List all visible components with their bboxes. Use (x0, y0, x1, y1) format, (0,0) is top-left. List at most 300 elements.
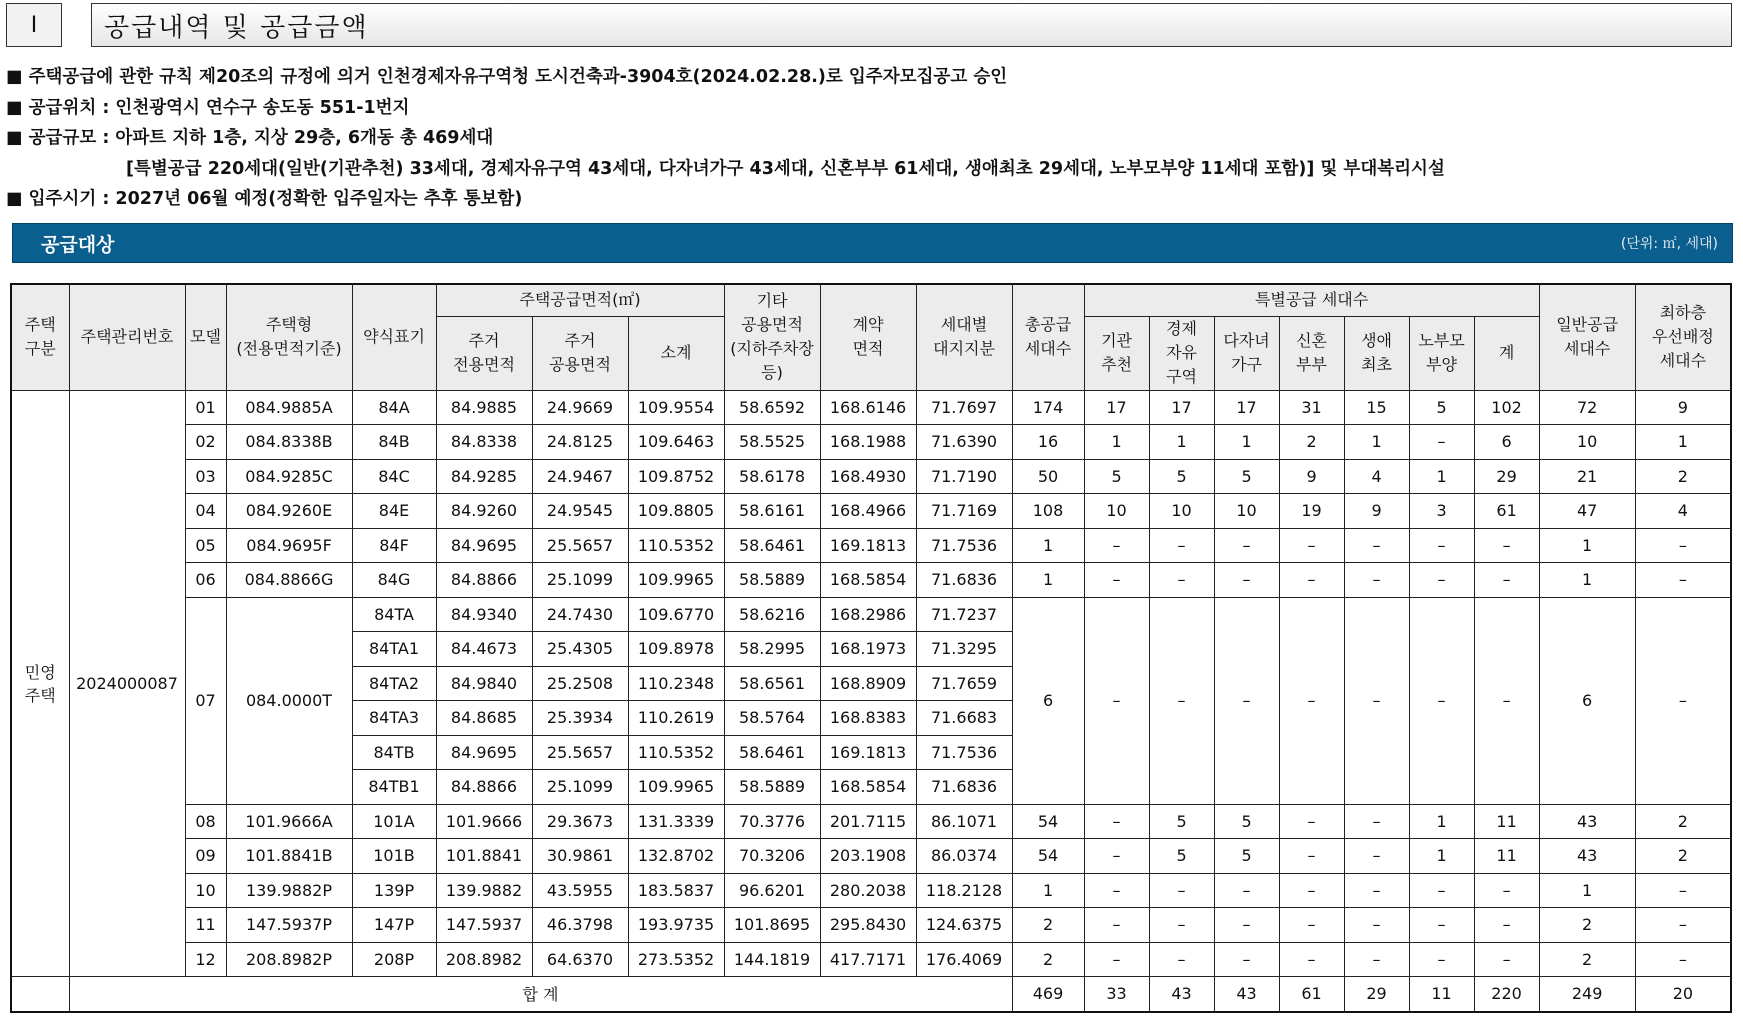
contract-area-cell: 168.4930 (820, 459, 916, 494)
general-supply-cell: 10 (1539, 425, 1635, 460)
special-supply-cell: – (1149, 563, 1214, 598)
band-unit: (단위: ㎡, 세대) (1620, 236, 1718, 252)
section-number: Ⅰ (6, 3, 62, 47)
header-general-supply: 일반공급 세대수 (1539, 284, 1635, 390)
special-supply-cell: – (1084, 804, 1149, 839)
exclusive-area-cell: 139.9882 (436, 873, 532, 908)
special-supply-cell: – (1279, 873, 1344, 908)
other-common-cell: 96.6201 (724, 873, 820, 908)
land-share-cell: 71.7697 (916, 390, 1012, 425)
special-supply-cell: – (1409, 597, 1474, 804)
abbr-cell: 84A (352, 390, 436, 425)
special-supply-cell: – (1279, 597, 1344, 804)
land-share-cell: 71.7237 (916, 597, 1012, 632)
housing-category: 민영 주택 (11, 390, 69, 977)
contract-area-cell: 417.7171 (820, 942, 916, 977)
special-supply-cell: 5 (1149, 459, 1214, 494)
special-supply-cell: 17 (1149, 390, 1214, 425)
header-exclusive-area: 주거 전용면적 (436, 316, 532, 390)
header-contract-area: 계약 면적 (820, 284, 916, 390)
header-special-newly: 신혼 부부 (1279, 316, 1344, 390)
abbr-cell: 208P (352, 942, 436, 977)
other-common-cell: 58.6461 (724, 735, 820, 770)
contract-area-cell: 203.1908 (820, 839, 916, 874)
land-share-cell: 71.6836 (916, 770, 1012, 805)
special-supply-cell: 17 (1214, 390, 1279, 425)
special-supply-cell: 10 (1084, 494, 1149, 529)
other-common-cell: 70.3206 (724, 839, 820, 874)
subtotal-cell: 110.2619 (628, 701, 724, 736)
other-common-cell: 58.5525 (724, 425, 820, 460)
header-area-group: 주택공급면적(㎡) (436, 284, 724, 316)
special-supply-cell: 1 (1409, 839, 1474, 874)
general-supply-cell: 1 (1539, 528, 1635, 563)
contract-area-cell: 295.8430 (820, 908, 916, 943)
model-cell: 01 (185, 390, 226, 425)
model-cell: 06 (185, 563, 226, 598)
note-special-supply: [특별공급 220세대(일반(기관추천) 33세대, 경제자유구역 43세대, 다자녀가구 43세대, 신혼부부 61세대, 생애최초 29세대, 노부모부양 11세대 포함)] 및 부대복리시설 (126, 158, 1445, 179)
land-share-cell: 71.7536 (916, 735, 1012, 770)
subtotal-cell: 109.6770 (628, 597, 724, 632)
special-supply-cell: – (1344, 908, 1409, 943)
total-supply-cell: 1 (1012, 563, 1084, 598)
land-share-cell: 176.4069 (916, 942, 1012, 977)
contract-area-cell: 168.2986 (820, 597, 916, 632)
land-share-cell: 71.6836 (916, 563, 1012, 598)
special-supply-cell: 5 (1214, 804, 1279, 839)
land-share-cell: 71.7190 (916, 459, 1012, 494)
header-common-area: 주거 공용면적 (532, 316, 628, 390)
total-supply-cell: 1 (1012, 528, 1084, 563)
abbr-cell: 101A (352, 804, 436, 839)
note-location: ■ 공급위치 : 인천광역시 연수구 송도동 551-1번지 (6, 97, 410, 118)
land-share-cell: 124.6375 (916, 908, 1012, 943)
header-housing-type: 주택형 (전용면적기준) (226, 284, 352, 390)
subtotal-cell: 109.8805 (628, 494, 724, 529)
abbr-cell: 84TB (352, 735, 436, 770)
special-supply-cell: 1 (1344, 425, 1409, 460)
abbr-cell: 84G (352, 563, 436, 598)
common-area-cell: 24.7430 (532, 597, 628, 632)
mgmt-number: 2024000087 (69, 390, 185, 977)
special-supply-cell: – (1344, 804, 1409, 839)
header-type: 주택 구분 (11, 284, 69, 390)
lowest-floor-cell: 9 (1635, 390, 1731, 425)
contract-area-cell: 201.7115 (820, 804, 916, 839)
common-area-cell: 64.6370 (532, 942, 628, 977)
special-supply-cell: 9 (1279, 459, 1344, 494)
other-common-cell: 58.5889 (724, 563, 820, 598)
common-area-cell: 25.2508 (532, 666, 628, 701)
lowest-floor-cell: – (1635, 528, 1731, 563)
abbr-cell: 84TA2 (352, 666, 436, 701)
common-area-cell: 43.5955 (532, 873, 628, 908)
table-row (11, 425, 1731, 460)
land-share-cell: 86.0374 (916, 839, 1012, 874)
special-supply-cell: 19 (1279, 494, 1344, 529)
other-common-cell: 58.6161 (724, 494, 820, 529)
abbr-cell: 101B (352, 839, 436, 874)
table-row (11, 528, 1731, 563)
exclusive-area-cell: 84.8338 (436, 425, 532, 460)
model-cell: 11 (185, 908, 226, 943)
other-common-cell: 144.1819 (724, 942, 820, 977)
header-special-multi: 다자녀 가구 (1214, 316, 1279, 390)
abbr-cell: 84B (352, 425, 436, 460)
lowest-floor-cell: 2 (1635, 459, 1731, 494)
special-supply-sum: 43 (1214, 977, 1279, 1012)
special-supply-cell: – (1344, 528, 1409, 563)
other-common-cell: 70.3776 (724, 804, 820, 839)
housing-type-cell: 084.0000T (226, 597, 352, 804)
special-supply-cell: – (1409, 942, 1474, 977)
special-supply-cell: – (1279, 563, 1344, 598)
model-cell: 09 (185, 839, 226, 874)
general-supply-cell: 2 (1539, 942, 1635, 977)
special-supply-cell: – (1084, 563, 1149, 598)
note-approval: ■ 주택공급에 관한 규칙 제20조의 규정에 의거 인천경제자유구역청 도시건축과-3904호(2024.02.28.)로 입주자모집공고 승인 (6, 67, 1008, 87)
contract-area-cell: 168.4966 (820, 494, 916, 529)
model-cell: 07 (185, 597, 226, 804)
lowest-floor-cell: 4 (1635, 494, 1731, 529)
supply-target-band (12, 223, 1733, 263)
contract-area-cell: 169.1813 (820, 528, 916, 563)
general-supply-sum: 249 (1539, 977, 1635, 1012)
exclusive-area-cell: 84.9885 (436, 390, 532, 425)
housing-type-cell: 084.8866G (226, 563, 352, 598)
general-supply-cell: 72 (1539, 390, 1635, 425)
common-area-cell: 24.9669 (532, 390, 628, 425)
total-supply-sum: 469 (1012, 977, 1084, 1012)
land-share-cell: 71.7659 (916, 666, 1012, 701)
total-supply-cell: 54 (1012, 839, 1084, 874)
table-row (11, 390, 1731, 425)
common-area-cell: 24.8125 (532, 425, 628, 460)
abbr-cell: 84TA1 (352, 632, 436, 667)
exclusive-area-cell: 208.8982 (436, 942, 532, 977)
special-supply-cell: – (1344, 597, 1409, 804)
total-supply-cell: 6 (1012, 597, 1084, 804)
special-supply-cell: 11 (1474, 804, 1539, 839)
special-supply-cell: – (1214, 873, 1279, 908)
lowest-floor-sum: 20 (1635, 977, 1731, 1012)
special-supply-cell: 1 (1409, 459, 1474, 494)
common-area-cell: 46.3798 (532, 908, 628, 943)
total-supply-cell: 1 (1012, 873, 1084, 908)
special-supply-cell: – (1474, 908, 1539, 943)
housing-type-cell: 084.9260E (226, 494, 352, 529)
subtotal-cell: 109.8752 (628, 459, 724, 494)
special-supply-cell: – (1409, 563, 1474, 598)
common-area-cell: 25.1099 (532, 563, 628, 598)
special-supply-cell: 9 (1344, 494, 1409, 529)
housing-type-cell: 084.9885A (226, 390, 352, 425)
special-supply-cell: 4 (1344, 459, 1409, 494)
special-supply-cell: – (1474, 563, 1539, 598)
common-area-cell: 25.5657 (532, 735, 628, 770)
header-special-econ: 경제 자유 구역 (1149, 316, 1214, 390)
contract-area-cell: 168.8383 (820, 701, 916, 736)
header-other-common: 기타 공용면적 (지하주차장 등) (724, 284, 820, 390)
common-area-cell: 25.3934 (532, 701, 628, 736)
exclusive-area-cell: 101.9666 (436, 804, 532, 839)
special-supply-sum: 33 (1084, 977, 1149, 1012)
subtotal-cell: 131.3339 (628, 804, 724, 839)
exclusive-area-cell: 84.4673 (436, 632, 532, 667)
special-supply-cell: 1 (1409, 804, 1474, 839)
special-supply-cell: – (1474, 528, 1539, 563)
special-supply-cell: 1 (1084, 425, 1149, 460)
general-supply-cell: 43 (1539, 804, 1635, 839)
other-common-cell: 101.8695 (724, 908, 820, 943)
total-supply-cell: 174 (1012, 390, 1084, 425)
special-supply-cell: – (1214, 908, 1279, 943)
exclusive-area-cell: 147.5937 (436, 908, 532, 943)
table-row (11, 908, 1731, 943)
special-supply-cell: 15 (1344, 390, 1409, 425)
housing-type-cell: 208.8982P (226, 942, 352, 977)
header-special-inst: 기관 추천 (1084, 316, 1149, 390)
subtotal-cell: 183.5837 (628, 873, 724, 908)
special-supply-cell: – (1214, 597, 1279, 804)
abbr-cell: 139P (352, 873, 436, 908)
header-mgmt-number: 주택관리번호 (69, 284, 185, 390)
general-supply-cell: 47 (1539, 494, 1635, 529)
total-row (11, 977, 1731, 1012)
other-common-cell: 58.6592 (724, 390, 820, 425)
special-supply-cell: 6 (1474, 425, 1539, 460)
note-scale: ■ 공급규모 : 아파트 지하 1층, 지상 29층, 6개동 총 469세대 (6, 128, 494, 149)
exclusive-area-cell: 101.8841 (436, 839, 532, 874)
other-common-cell: 58.6216 (724, 597, 820, 632)
general-supply-cell: 1 (1539, 563, 1635, 598)
abbr-cell: 147P (352, 908, 436, 943)
special-supply-cell: – (1149, 873, 1214, 908)
other-common-cell: 58.6461 (724, 528, 820, 563)
table-row (11, 804, 1731, 839)
other-common-cell: 58.2995 (724, 632, 820, 667)
header-special-first: 생애 최초 (1344, 316, 1409, 390)
general-supply-cell: 43 (1539, 839, 1635, 874)
contract-area-cell: 168.5854 (820, 563, 916, 598)
model-cell: 04 (185, 494, 226, 529)
general-supply-cell: 21 (1539, 459, 1635, 494)
special-supply-cell: – (1344, 839, 1409, 874)
special-supply-cell: 5 (1214, 839, 1279, 874)
header-land-share: 세대별 대지지분 (916, 284, 1012, 390)
special-supply-sum: 43 (1149, 977, 1214, 1012)
subtotal-cell: 110.5352 (628, 528, 724, 563)
special-supply-sum: 11 (1409, 977, 1474, 1012)
special-supply-cell: 1 (1149, 425, 1214, 460)
lowest-floor-cell: 1 (1635, 425, 1731, 460)
special-supply-sum: 61 (1279, 977, 1344, 1012)
subtotal-cell: 132.8702 (628, 839, 724, 874)
special-supply-cell: – (1344, 873, 1409, 908)
special-supply-sum: 29 (1344, 977, 1409, 1012)
common-area-cell: 30.9861 (532, 839, 628, 874)
special-supply-cell: 5 (1149, 804, 1214, 839)
special-supply-cell: – (1279, 942, 1344, 977)
land-share-cell: 71.6683 (916, 701, 1012, 736)
general-supply-cell: 6 (1539, 597, 1635, 804)
special-supply-cell: 10 (1214, 494, 1279, 529)
special-supply-cell: 29 (1474, 459, 1539, 494)
special-supply-cell: 5 (1214, 459, 1279, 494)
total-supply-cell: 50 (1012, 459, 1084, 494)
section-title: 공급내역 및 공급금액 (91, 3, 1732, 47)
land-share-cell: 71.7169 (916, 494, 1012, 529)
other-common-cell: 58.6561 (724, 666, 820, 701)
subtotal-cell: 110.5352 (628, 735, 724, 770)
special-supply-cell: 31 (1279, 390, 1344, 425)
special-supply-cell: 61 (1474, 494, 1539, 529)
header-special-group: 특별공급 세대수 (1084, 284, 1539, 316)
supply-table (10, 283, 1732, 1013)
subtotal-cell: 273.5352 (628, 942, 724, 977)
exclusive-area-cell: 84.8685 (436, 701, 532, 736)
special-supply-cell: – (1084, 528, 1149, 563)
lowest-floor-cell: – (1635, 942, 1731, 977)
special-supply-cell: – (1084, 839, 1149, 874)
special-supply-cell: – (1409, 528, 1474, 563)
contract-area-cell: 168.5854 (820, 770, 916, 805)
other-common-cell: 58.6178 (724, 459, 820, 494)
special-supply-cell: – (1474, 873, 1539, 908)
special-supply-cell: – (1084, 597, 1149, 804)
header-special-elder: 노부모 부양 (1409, 316, 1474, 390)
housing-type-cell: 147.5937P (226, 908, 352, 943)
lowest-floor-cell: 2 (1635, 839, 1731, 874)
housing-type-cell: 101.9666A (226, 804, 352, 839)
special-supply-cell: – (1409, 425, 1474, 460)
general-supply-cell: 1 (1539, 873, 1635, 908)
special-supply-cell: 10 (1149, 494, 1214, 529)
abbr-cell: 84TA3 (352, 701, 436, 736)
total-supply-cell: 54 (1012, 804, 1084, 839)
contract-area-cell: 168.1973 (820, 632, 916, 667)
header-subtotal: 소계 (628, 316, 724, 390)
land-share-cell: 71.7536 (916, 528, 1012, 563)
total-supply-cell: 108 (1012, 494, 1084, 529)
special-supply-cell: 1 (1214, 425, 1279, 460)
header-abbr: 약식표기 (352, 284, 436, 390)
special-supply-cell: – (1279, 839, 1344, 874)
land-share-cell: 118.2128 (916, 873, 1012, 908)
general-supply-cell: 2 (1539, 908, 1635, 943)
exclusive-area-cell: 84.9340 (436, 597, 532, 632)
special-supply-cell: – (1149, 942, 1214, 977)
lowest-floor-cell: – (1635, 597, 1731, 804)
model-cell: 03 (185, 459, 226, 494)
special-supply-cell: – (1084, 908, 1149, 943)
total-label: 합 계 (69, 977, 1012, 1012)
header-total-supply: 총공급 세대수 (1012, 284, 1084, 390)
table-row (11, 839, 1731, 874)
special-supply-cell: 2 (1279, 425, 1344, 460)
model-cell: 12 (185, 942, 226, 977)
special-supply-cell: – (1279, 908, 1344, 943)
special-supply-cell: 5 (1149, 839, 1214, 874)
contract-area-cell: 280.2038 (820, 873, 916, 908)
abbr-cell: 84TB1 (352, 770, 436, 805)
housing-type-cell: 084.8338B (226, 425, 352, 460)
common-area-cell: 24.9545 (532, 494, 628, 529)
common-area-cell: 25.4305 (532, 632, 628, 667)
land-share-cell: 71.3295 (916, 632, 1012, 667)
exclusive-area-cell: 84.8866 (436, 770, 532, 805)
special-supply-cell: – (1279, 528, 1344, 563)
common-area-cell: 24.9467 (532, 459, 628, 494)
subtotal-cell: 109.9965 (628, 770, 724, 805)
subtotal-cell: 109.8978 (628, 632, 724, 667)
housing-type-cell: 101.8841B (226, 839, 352, 874)
exclusive-area-cell: 84.9285 (436, 459, 532, 494)
abbr-cell: 84C (352, 459, 436, 494)
subtotal-cell: 109.6463 (628, 425, 724, 460)
abbr-cell: 84TA (352, 597, 436, 632)
exclusive-area-cell: 84.9695 (436, 528, 532, 563)
special-supply-cell: – (1149, 597, 1214, 804)
model-cell: 05 (185, 528, 226, 563)
band-title: 공급대상 (41, 233, 115, 256)
land-share-cell: 86.1071 (916, 804, 1012, 839)
subtotal-cell: 193.9735 (628, 908, 724, 943)
special-supply-cell: – (1279, 804, 1344, 839)
table-row (11, 563, 1731, 598)
lowest-floor-cell: – (1635, 563, 1731, 598)
model-cell: 02 (185, 425, 226, 460)
exclusive-area-cell: 84.9260 (436, 494, 532, 529)
notes (6, 62, 1445, 215)
special-supply-cell: – (1474, 942, 1539, 977)
lowest-floor-cell: – (1635, 908, 1731, 943)
model-cell: 08 (185, 804, 226, 839)
special-supply-cell: – (1474, 597, 1539, 804)
header-special-sum: 계 (1474, 316, 1539, 390)
other-common-cell: 58.5764 (724, 701, 820, 736)
special-supply-cell: – (1214, 528, 1279, 563)
total-supply-cell: 16 (1012, 425, 1084, 460)
model-cell: 10 (185, 873, 226, 908)
common-area-cell: 29.3673 (532, 804, 628, 839)
special-supply-cell: – (1149, 528, 1214, 563)
total-row-blank (11, 977, 69, 1012)
special-supply-cell: – (1214, 942, 1279, 977)
contract-area-cell: 168.1988 (820, 425, 916, 460)
total-supply-cell: 2 (1012, 942, 1084, 977)
lowest-floor-cell: – (1635, 873, 1731, 908)
special-supply-cell: – (1344, 563, 1409, 598)
special-supply-cell: 5 (1084, 459, 1149, 494)
special-supply-cell: 17 (1084, 390, 1149, 425)
special-supply-cell: 5 (1409, 390, 1474, 425)
special-supply-sum: 220 (1474, 977, 1539, 1012)
total-supply-cell: 2 (1012, 908, 1084, 943)
special-supply-cell: 102 (1474, 390, 1539, 425)
exclusive-area-cell: 84.9840 (436, 666, 532, 701)
housing-type-cell: 084.9285C (226, 459, 352, 494)
table-row (11, 942, 1731, 977)
abbr-cell: 84E (352, 494, 436, 529)
contract-area-cell: 169.1813 (820, 735, 916, 770)
note-move-in: ■ 입주시기 : 2027년 06월 예정(정확한 입주일자는 추후 통보함) (6, 189, 523, 210)
table-row (11, 597, 1731, 632)
table-row (11, 494, 1731, 529)
table-row (11, 873, 1731, 908)
exclusive-area-cell: 84.8866 (436, 563, 532, 598)
housing-type-cell: 084.9695F (226, 528, 352, 563)
